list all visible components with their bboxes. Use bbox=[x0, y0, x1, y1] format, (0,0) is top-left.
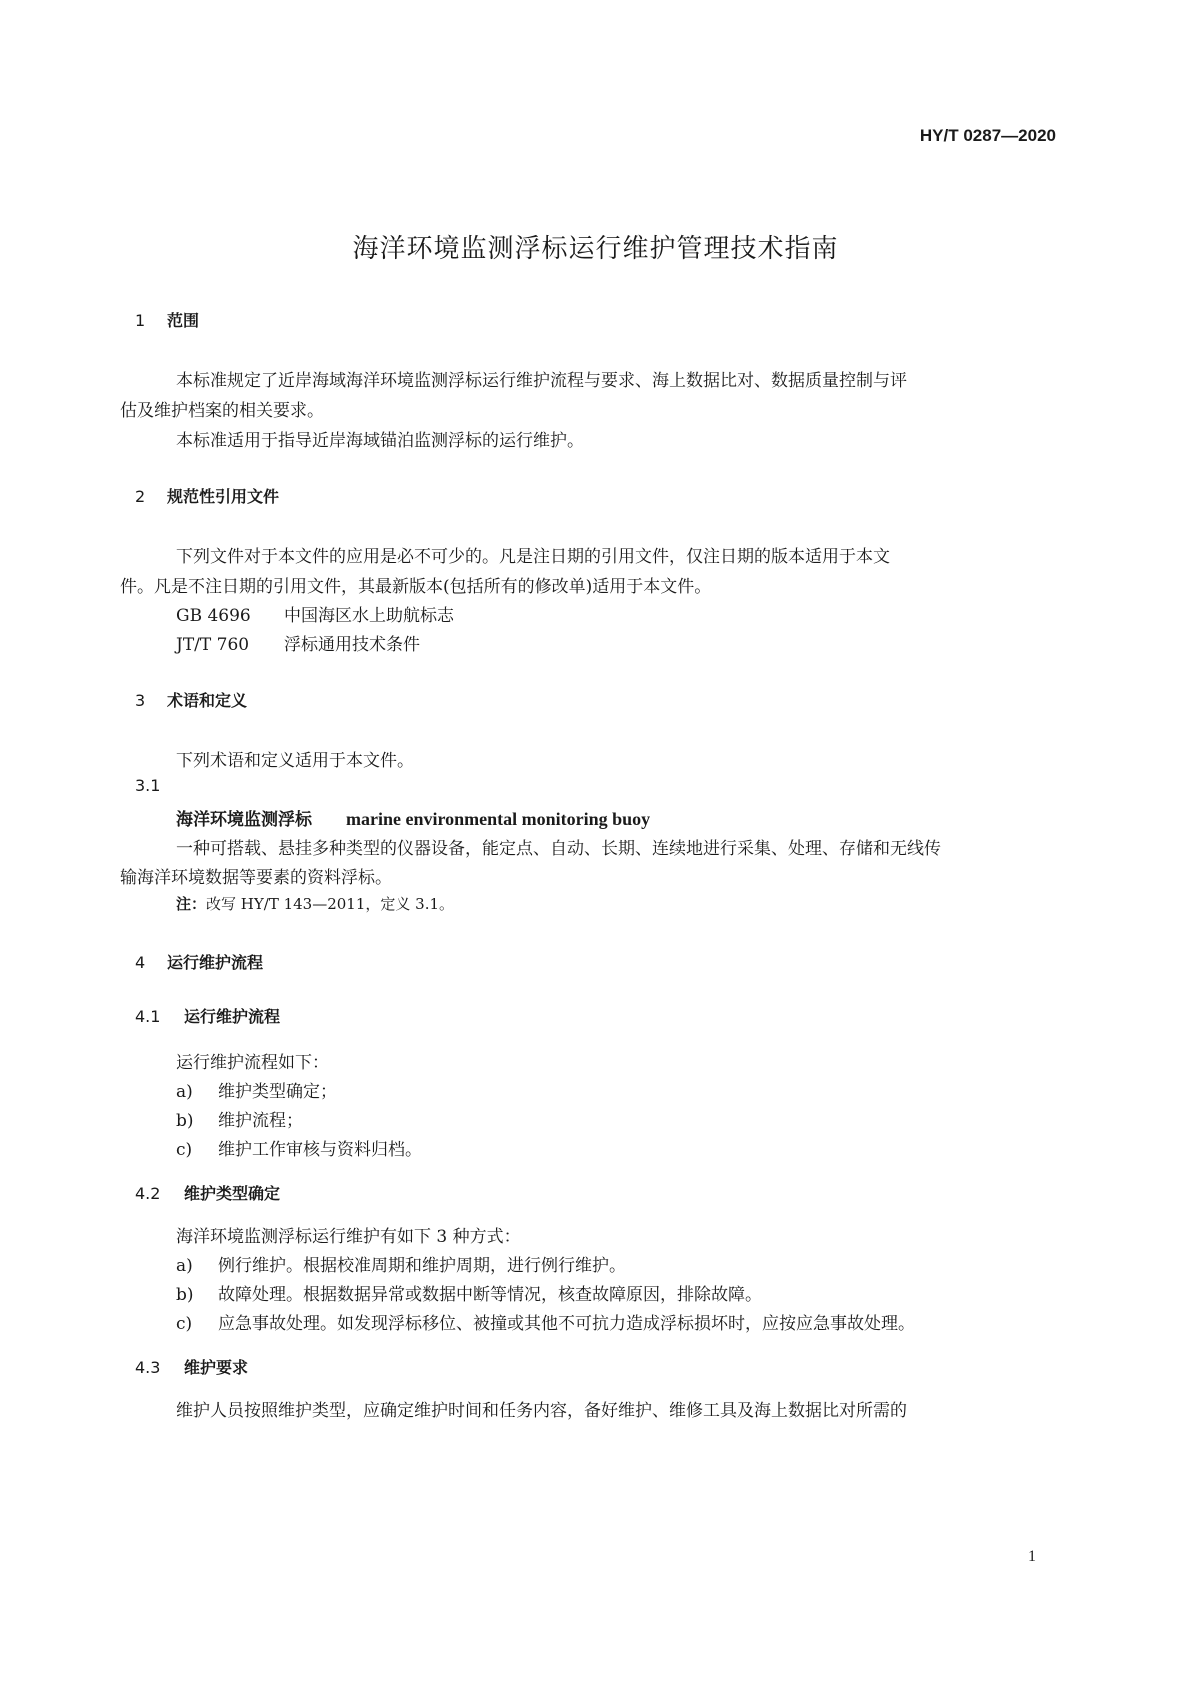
list-item bbox=[176, 1106, 303, 1131]
paragraph-line: 本标准规定了近岸海域海洋环境监测浮标运行维护流程与要求、海上数据比对、数据质量控制与评 bbox=[176, 371, 907, 391]
subsection-number: 4.2 bbox=[135, 1184, 161, 1203]
page-number: 1 bbox=[1028, 1548, 1036, 1565]
reference-code: GB 4696 bbox=[176, 606, 251, 626]
subsection-title: 维护要求 bbox=[184, 1358, 249, 1377]
section-title: 范围 bbox=[167, 311, 200, 330]
section-4-heading bbox=[135, 950, 263, 973]
list-label: b) bbox=[176, 1111, 194, 1131]
definition-line: 一种可搭载、悬挂多种类型的仪器设备，能定点、自动、长期、连续地进行采集、处理、存储和无线传 bbox=[176, 839, 941, 859]
term-entry bbox=[176, 805, 650, 830]
paragraph: 下列术语和定义适用于本文件。 bbox=[176, 751, 414, 771]
subsection-number: 4.1 bbox=[135, 1007, 161, 1026]
subsection-title: 运行维护流程 bbox=[184, 1007, 281, 1026]
list-item bbox=[176, 1280, 762, 1305]
document-title: 海洋环境监测浮标运行维护管理技术指南 bbox=[352, 234, 839, 264]
subsection-4-2-heading bbox=[135, 1181, 280, 1204]
paragraph: 本标准适用于指导近岸海域锚泊监测浮标的运行维护。 bbox=[176, 431, 584, 451]
list-text: 故障处理。根据数据异常或数据中断等情况，核查故障原因，排除故障。 bbox=[218, 1285, 762, 1305]
subsection-4-1-heading bbox=[135, 1004, 280, 1027]
definition-line: 输海洋环境数据等要素的资料浮标。 bbox=[120, 868, 392, 888]
section-3-heading bbox=[135, 688, 247, 711]
section-number: 2 bbox=[135, 487, 146, 506]
term-number: 3.1 bbox=[135, 776, 161, 795]
subsection-4-3-heading bbox=[135, 1355, 248, 1378]
standard-code: HY/T 0287—2020 bbox=[919, 126, 1056, 145]
subsection-title: 维护类型确定 bbox=[184, 1184, 281, 1203]
paragraph-line: 下列文件对于本文件的应用是必不可少的。凡是注日期的引用文件，仅注日期的版本适用于本文 bbox=[176, 547, 890, 567]
note-label: 注： bbox=[176, 895, 207, 913]
term-english: marine environmental monitoring buoy bbox=[346, 809, 651, 829]
section-1-heading bbox=[135, 308, 199, 331]
list-item bbox=[176, 1077, 337, 1102]
list-label: a) bbox=[176, 1082, 193, 1102]
reference-name: 浮标通用技术条件 bbox=[284, 635, 420, 655]
list-label: c) bbox=[176, 1314, 193, 1334]
subsection-number: 4.3 bbox=[135, 1358, 161, 1377]
paragraph: 维护人员按照维护类型，应确定维护时间和任务内容，备好维护、维修工具及海上数据比对所需的 bbox=[176, 1401, 907, 1421]
term-chinese: 海洋环境监测浮标 bbox=[176, 810, 312, 830]
reference-item bbox=[176, 601, 454, 626]
section-title: 规范性引用文件 bbox=[167, 487, 280, 506]
section-number: 4 bbox=[135, 953, 146, 972]
list-text: 维护工作审核与资料归档。 bbox=[218, 1140, 422, 1160]
section-title: 运行维护流程 bbox=[167, 953, 264, 972]
note-text: 改写 HY/T 143—2011，定义 3.1。 bbox=[206, 895, 455, 913]
list-text: 应急事故处理。如发现浮标移位、被撞或其他不可抗力造成浮标损坏时，应按应急事故处理。 bbox=[218, 1314, 915, 1334]
reference-name: 中国海区水上助航标志 bbox=[284, 606, 454, 626]
paragraph-line: 估及维护档案的相关要求。 bbox=[120, 401, 324, 421]
list-text: 维护流程； bbox=[218, 1111, 303, 1131]
section-title: 术语和定义 bbox=[167, 691, 248, 710]
list-label: a) bbox=[176, 1256, 193, 1276]
list-item bbox=[176, 1309, 915, 1334]
reference-code: JT/T 760 bbox=[176, 635, 250, 655]
paragraph bbox=[176, 366, 991, 391]
note bbox=[176, 893, 454, 914]
paragraph: 运行维护流程如下： bbox=[176, 1053, 329, 1073]
list-item bbox=[176, 1251, 626, 1276]
section-number: 3 bbox=[135, 691, 146, 710]
list-text: 维护类型确定； bbox=[218, 1082, 337, 1102]
list-item bbox=[176, 1135, 422, 1160]
section-2-heading bbox=[135, 484, 279, 507]
list-text: 例行维护。根据校准周期和维护周期，进行例行维护。 bbox=[218, 1256, 626, 1276]
paragraph-line: 件。凡是不注日期的引用文件，其最新版本(包括所有的修改单)适用于本文件。 bbox=[120, 577, 712, 597]
paragraph: 海洋环境监测浮标运行维护有如下 3 种方式： bbox=[176, 1227, 521, 1247]
list-label: b) bbox=[176, 1285, 194, 1305]
reference-item bbox=[176, 630, 420, 655]
section-number: 1 bbox=[135, 311, 146, 330]
list-label: c) bbox=[176, 1140, 193, 1160]
